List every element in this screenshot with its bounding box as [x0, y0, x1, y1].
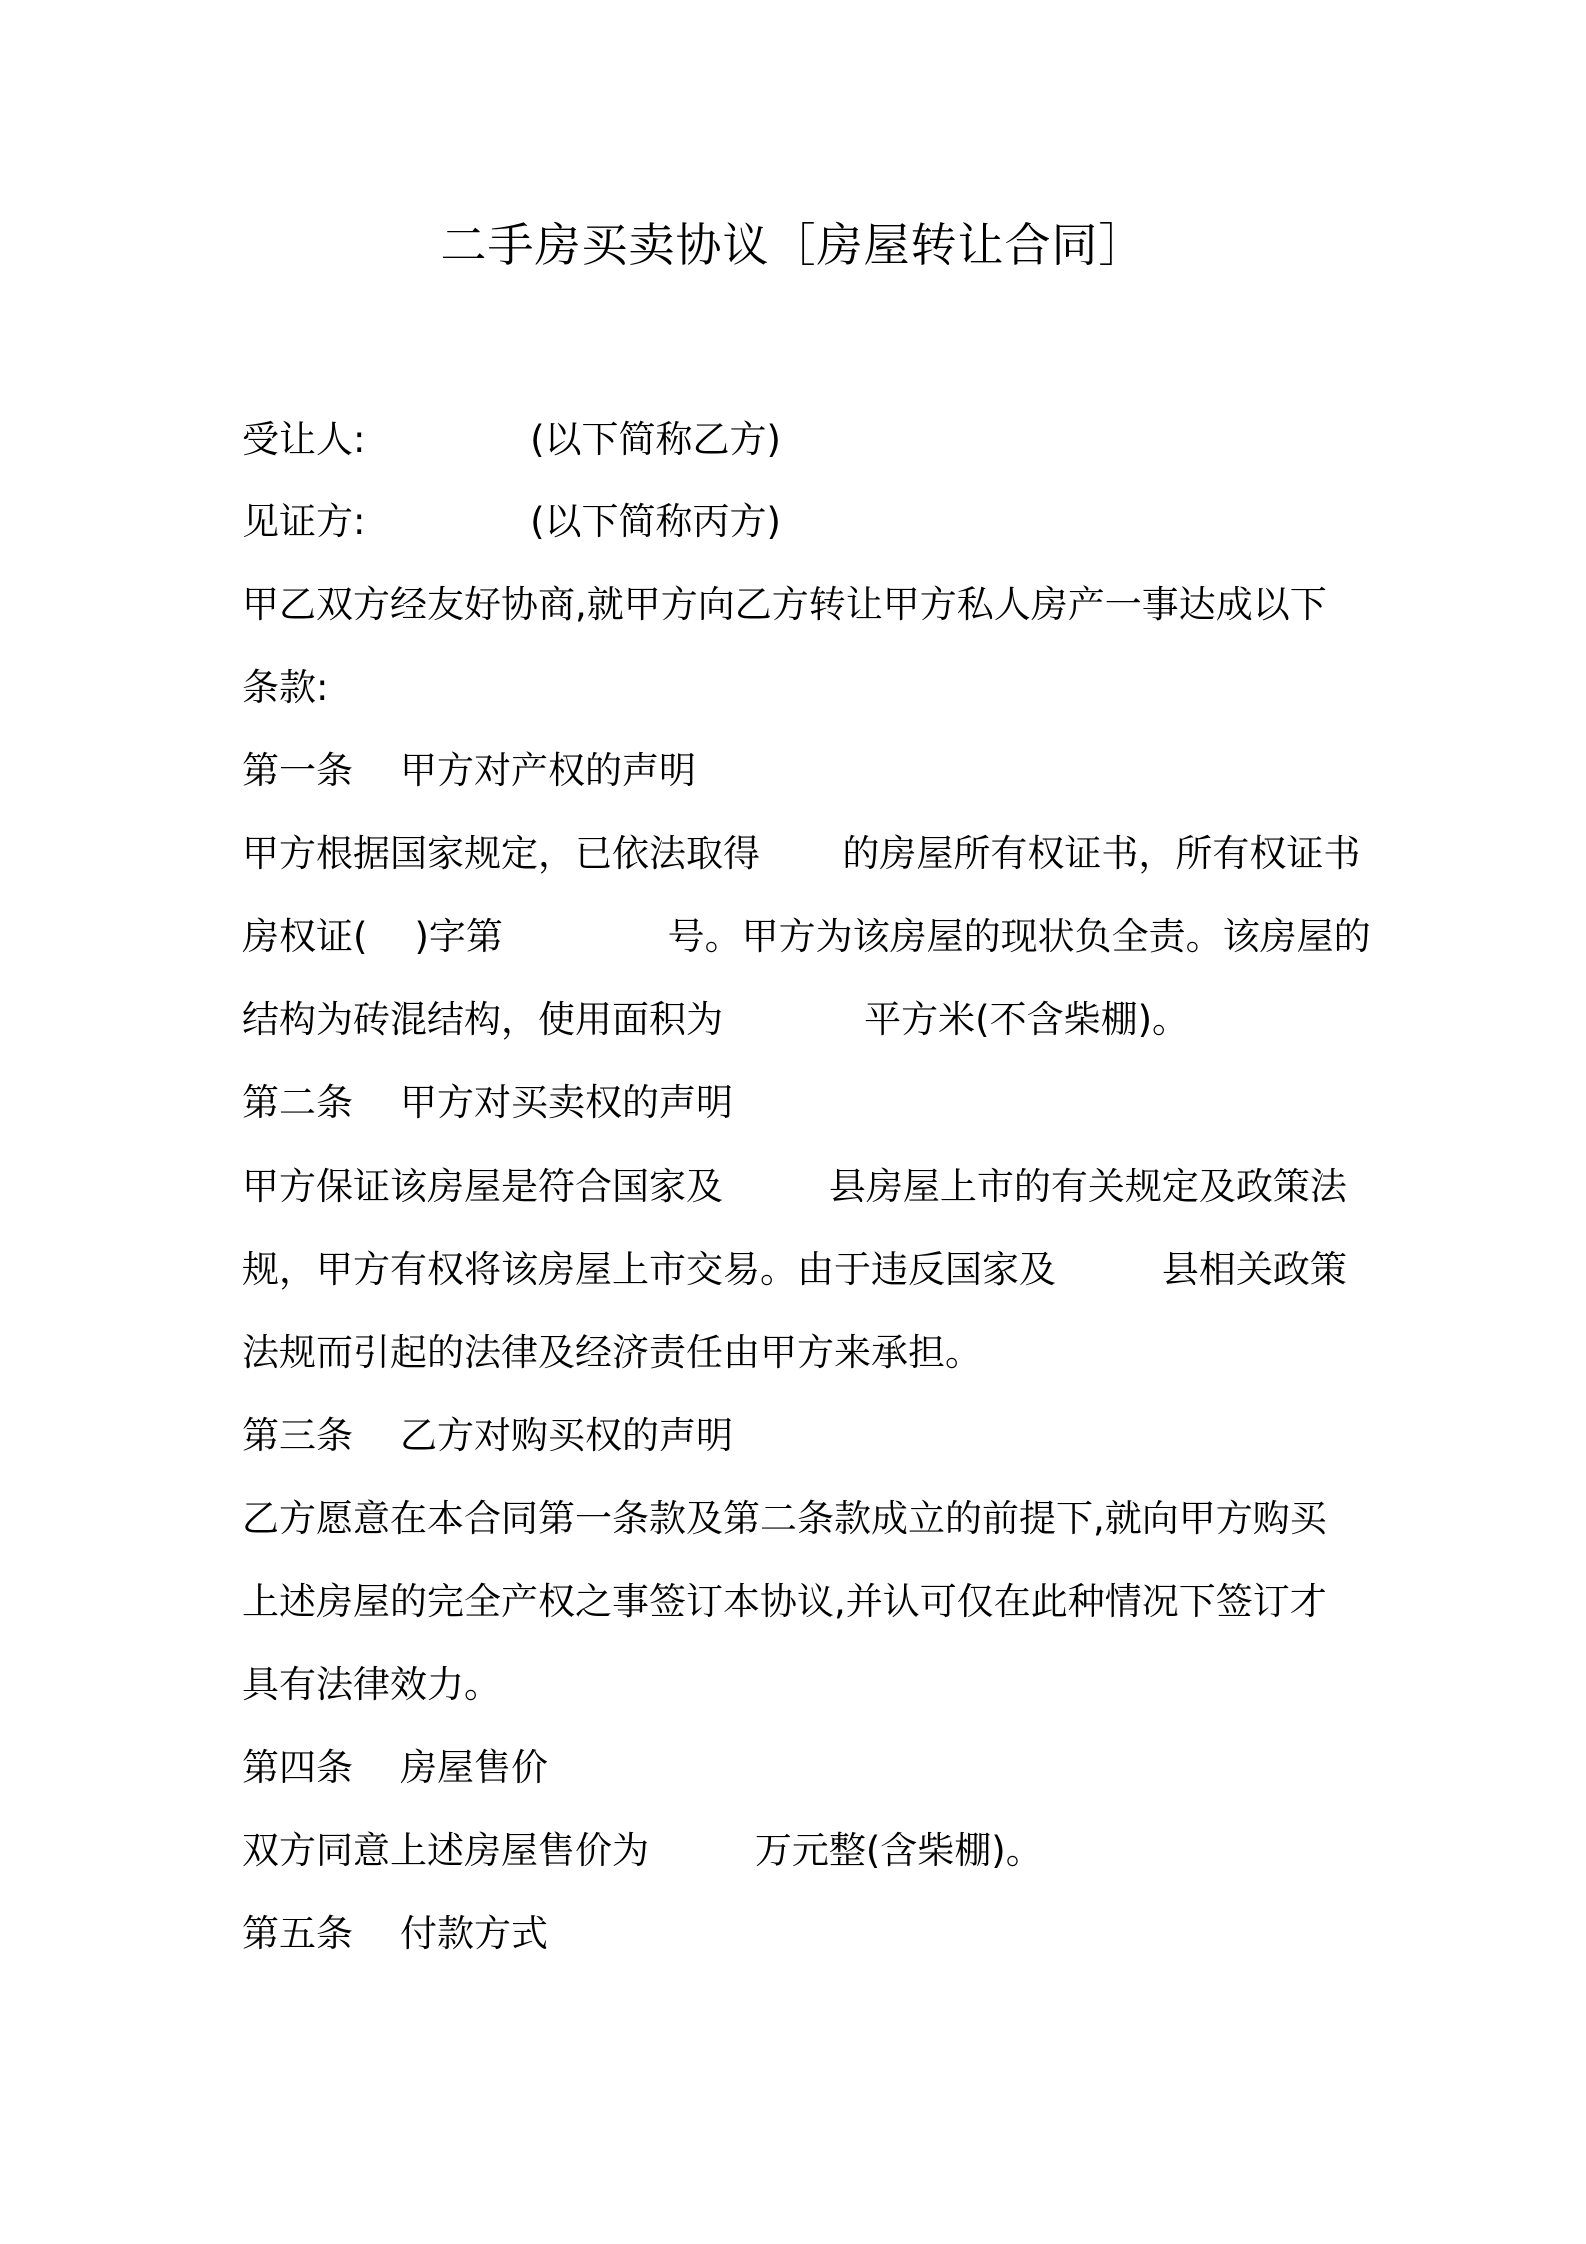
article-2-text-line-3: 法规而引起的法律及经济责任由甲方来承担。 [242, 1331, 982, 1374]
article-4-heading: 第四条 房屋售价 [242, 1746, 549, 1789]
article-2-text-line-2: 规，甲方有权将该房屋上市交易。由于违反国家及 县相关政策 [242, 1248, 1347, 1291]
article-3-text-line-2: 上述房屋的完全产权之事签订本协议,并认可仅在此种情况下签订才 [242, 1580, 1327, 1623]
intro-paragraph-line-2: 条款: [242, 666, 329, 709]
document-title: 二手房买卖协议［房屋转让合同］ [440, 218, 1146, 272]
article-1-text-line-1: 甲方根据国家规定，已依法取得 的房屋所有权证书，所有权证书 [242, 832, 1361, 875]
article-2-text-line-1: 甲方保证该房屋是符合国家及 县房屋上市的有关规定及政策法 [242, 1165, 1347, 1208]
article-3-text-line-1: 乙方愿意在本合同第一条款及第二条款成立的前提下,就向甲方购买 [242, 1497, 1327, 1540]
article-5-heading: 第五条 付款方式 [242, 1912, 549, 1955]
intro-paragraph-line-1: 甲乙双方经友好协商,就甲方向乙方转让甲方私人房产一事达成以下 [242, 583, 1327, 626]
article-1-text-line-2: 房权证( )字第 号。甲方为该房屋的现状负全责。该房屋的 [242, 915, 1371, 958]
article-2-heading: 第二条 甲方对买卖权的声明 [242, 1081, 734, 1124]
transferee-line: 受让人: (以下简称乙方) [242, 418, 781, 461]
article-1-text-line-3: 结构为砖混结构，使用面积为 平方米(不含柴棚)。 [242, 998, 1190, 1041]
article-1-heading: 第一条 甲方对产权的声明 [242, 749, 697, 792]
article-3-text-line-3: 具有法律效力。 [242, 1663, 501, 1706]
witness-line: 见证方: (以下简称丙方) [242, 500, 781, 543]
article-3-heading: 第三条 乙方对购买权的声明 [242, 1414, 734, 1457]
article-4-text-line-1: 双方同意上述房屋售价为 万元整(含柴棚)。 [242, 1829, 1043, 1872]
